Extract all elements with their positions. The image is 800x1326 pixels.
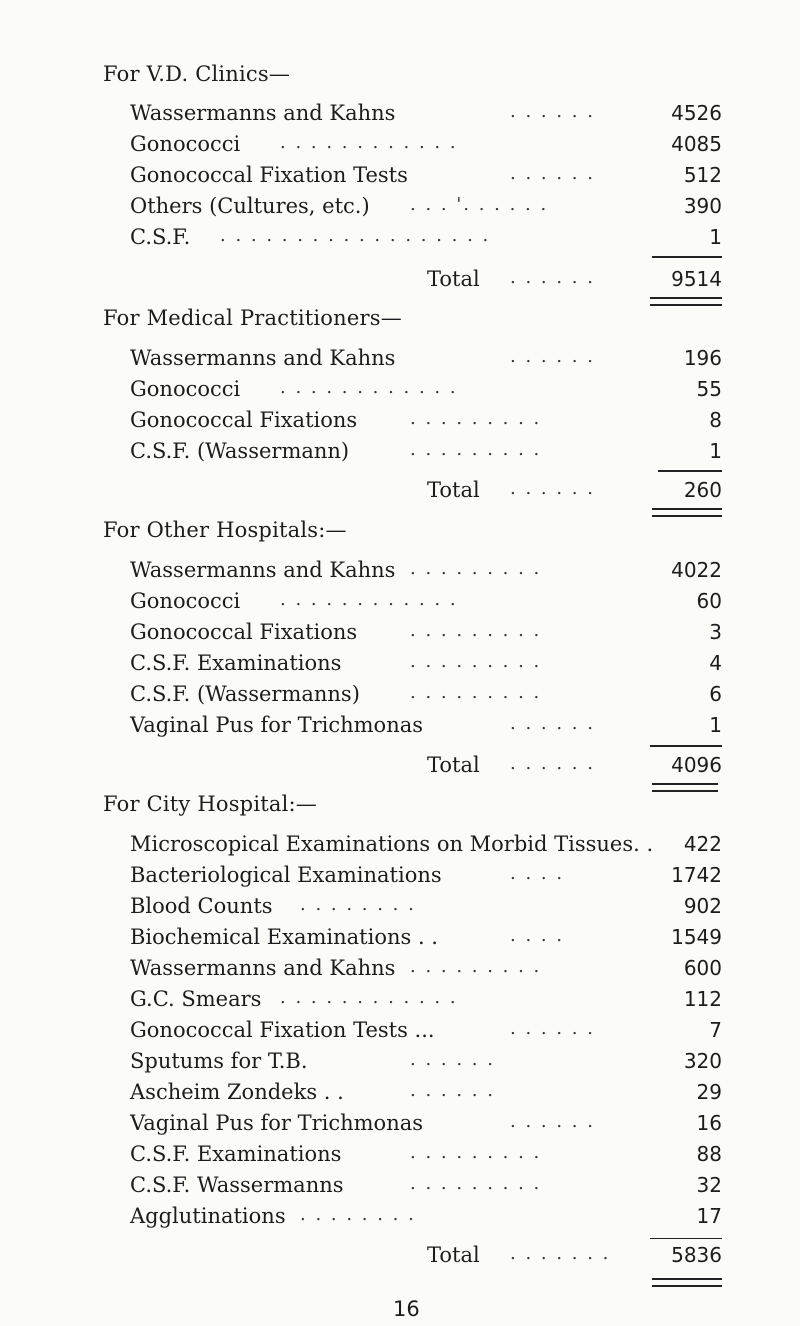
row-label: C.S.F.: [130, 225, 191, 249]
leader-dots: . . . . . . . . .: [410, 408, 542, 429]
row-value: 902: [683, 894, 722, 918]
table-row: [130, 651, 722, 681]
row-label: Microscopical Examinations on Morbid Tissues. .: [130, 832, 654, 856]
row-label: Vaginal Pus for Trichmonas: [130, 1111, 424, 1135]
subtotal-rule: [652, 256, 722, 258]
total-value: 4096: [671, 753, 722, 777]
table-row: [130, 589, 722, 619]
subtotal-rule: [650, 745, 722, 747]
row-label: G.C. Smears: [130, 987, 262, 1011]
total-double-rule: [652, 508, 722, 517]
section-title-vd-clinics: For V.D. Clinics—: [103, 62, 291, 86]
table-row: [130, 1018, 722, 1048]
row-value: 1: [709, 225, 722, 249]
row-label: Wassermanns and Kahns: [130, 346, 396, 370]
leader-dots: . . . . . .: [510, 478, 595, 499]
subtotal-rule: [650, 1238, 722, 1239]
row-value: 55: [696, 377, 722, 401]
table-row: [130, 1049, 722, 1079]
row-label: Agglutinations: [130, 1204, 286, 1228]
row-value: 1549: [671, 925, 722, 949]
total-label: Total: [427, 267, 480, 291]
leader-dots: . . . . . . . . .: [410, 558, 542, 579]
leader-dots: . . . . . .: [510, 1018, 595, 1039]
leader-dots: . . . .: [510, 925, 565, 946]
total-value: 9514: [671, 267, 722, 291]
row-label: C.S.F. Examinations: [130, 1142, 342, 1166]
row-value: 3: [709, 620, 722, 644]
leader-dots: . . . . . . . . .: [410, 620, 542, 641]
leader-dots: . . . . . .: [410, 1049, 495, 1070]
leader-dots: . . . . . .: [510, 713, 595, 734]
table-row: [130, 1204, 722, 1234]
leader-dots: . . . . . . . . .: [410, 439, 542, 460]
leader-dots: . . . . . .: [510, 1111, 595, 1132]
row-label: Gonococci: [130, 589, 241, 613]
row-label: Gonococcal Fixation Tests: [130, 163, 408, 187]
row-label: Biochemical Examinations . .: [130, 925, 438, 949]
table-row: [130, 163, 722, 193]
table-row: [130, 194, 722, 224]
leader-dots: . . . . . . . . . . . . . . . . . .: [220, 225, 491, 246]
leader-dots: . . . . . .: [510, 753, 595, 774]
leader-dots: . . . . . . . . .: [410, 956, 542, 977]
table-row: [130, 132, 722, 162]
row-label: Gonococci: [130, 377, 241, 401]
table-row: [130, 558, 722, 588]
row-value: 4: [709, 651, 722, 675]
table-row: [130, 1173, 722, 1203]
row-value: 600: [683, 956, 722, 980]
leader-dots: . . . . . . .: [510, 1243, 611, 1264]
table-row: [130, 1142, 722, 1172]
row-label: C.S.F. Examinations: [130, 651, 342, 675]
leader-dots: . . . . . . . . . . . .: [280, 589, 458, 610]
row-label: Others (Cultures, etc.): [130, 194, 370, 218]
row-value: 1: [709, 713, 722, 737]
row-label: Bacteriological Examinations: [130, 863, 442, 887]
total-label: Total: [427, 753, 480, 777]
table-row: [130, 620, 722, 650]
leader-dots: . . . . . . . .: [300, 894, 416, 915]
table-row: [130, 439, 722, 469]
row-value: 1742: [671, 863, 722, 887]
leader-dots: . . . . . . . .: [300, 1204, 416, 1225]
total-label: Total: [427, 478, 480, 502]
table-row: [130, 832, 722, 862]
row-value: 112: [683, 987, 722, 1011]
row-label: Gonococcal Fixations: [130, 408, 358, 432]
total-value: 5836: [671, 1243, 722, 1267]
row-value: 4085: [671, 132, 722, 156]
leader-dots: . . . . . .: [510, 101, 595, 122]
row-label: Wassermanns and Kahns: [130, 956, 396, 980]
total-row: [130, 267, 722, 297]
total-double-rule: [652, 783, 718, 792]
row-value: 4526: [671, 101, 722, 125]
total-row: [130, 753, 722, 783]
table-row: [130, 987, 722, 1017]
leader-dots: . . . .: [510, 863, 565, 884]
total-double-rule: [652, 1278, 722, 1287]
leader-dots: . . . . . . . . .: [410, 651, 542, 672]
row-value: 1: [709, 439, 722, 463]
leader-dots: . . . '. . . . . .: [410, 194, 549, 215]
row-label: Gonococcal Fixation Tests ...: [130, 1018, 435, 1042]
table-row: [130, 956, 722, 986]
row-value: 6: [709, 682, 722, 706]
leader-dots: . . . . . .: [510, 346, 595, 367]
section-title-other-hospitals: For Other Hospitals:—: [103, 518, 347, 542]
row-value: 4022: [671, 558, 722, 582]
row-value: 390: [683, 194, 722, 218]
leader-dots: . . . . . . . . . . . .: [280, 377, 458, 398]
table-row: [130, 925, 722, 955]
leader-dots: . . . . . . . . . . . .: [280, 132, 458, 153]
row-label: Sputums for T.B.: [130, 1049, 308, 1073]
table-row: [130, 101, 722, 131]
row-value: 88: [696, 1142, 722, 1166]
row-value: 422: [683, 832, 722, 856]
row-value: 196: [683, 346, 722, 370]
leader-dots: . . . . . .: [510, 267, 595, 288]
row-value: 320: [683, 1049, 722, 1073]
row-label: C.S.F. (Wassermann): [130, 439, 350, 463]
row-label: Gonococci: [130, 132, 241, 156]
row-value: 32: [696, 1173, 722, 1197]
total-row: [130, 1243, 722, 1273]
row-label: Wassermanns and Kahns: [130, 101, 396, 125]
page-number: 16: [393, 1297, 420, 1321]
section-title-medical-practitioners: For Medical Practitioners—: [103, 306, 402, 330]
leader-dots: . . . . . .: [410, 1080, 495, 1101]
table-row: [130, 377, 722, 407]
leader-dots: . . . . . .: [510, 163, 595, 184]
row-label: C.S.F. Wassermanns: [130, 1173, 344, 1197]
subtotal-rule: [658, 470, 722, 472]
leader-dots: . . . . . . . . .: [410, 1173, 542, 1194]
table-row: [130, 894, 722, 924]
table-row: [130, 1111, 722, 1141]
leader-dots: . . . . . . . . .: [410, 682, 542, 703]
leader-dots: . . . . . . . . .: [410, 1142, 542, 1163]
table-row: [130, 408, 722, 438]
table-row: [130, 713, 722, 743]
leader-dots: . . . . . . . . . . . .: [280, 987, 458, 1008]
row-value: 60: [696, 589, 722, 613]
section-title-city-hospital: For City Hospital:—: [103, 792, 317, 816]
row-value: 29: [696, 1080, 722, 1104]
table-row: [130, 1080, 722, 1110]
table-row: [130, 225, 722, 255]
row-value: 512: [683, 163, 722, 187]
table-row: [130, 863, 722, 893]
row-label: C.S.F. (Wassermanns): [130, 682, 360, 706]
row-label: Ascheim Zondeks . .: [130, 1080, 344, 1104]
table-row: [130, 346, 722, 376]
row-value: 8: [709, 408, 722, 432]
row-value: 7: [709, 1018, 722, 1042]
total-row: [130, 478, 722, 508]
total-value: 260: [683, 478, 722, 502]
row-label: Blood Counts: [130, 894, 273, 918]
row-label: Vaginal Pus for Trichmonas: [130, 713, 424, 737]
row-value: 17: [696, 1204, 722, 1228]
row-value: 16: [696, 1111, 722, 1135]
row-label: Wassermanns and Kahns: [130, 558, 396, 582]
total-label: Total: [427, 1243, 480, 1267]
row-label: Gonococcal Fixations: [130, 620, 358, 644]
total-double-rule: [650, 297, 722, 306]
table-row: [130, 682, 722, 712]
